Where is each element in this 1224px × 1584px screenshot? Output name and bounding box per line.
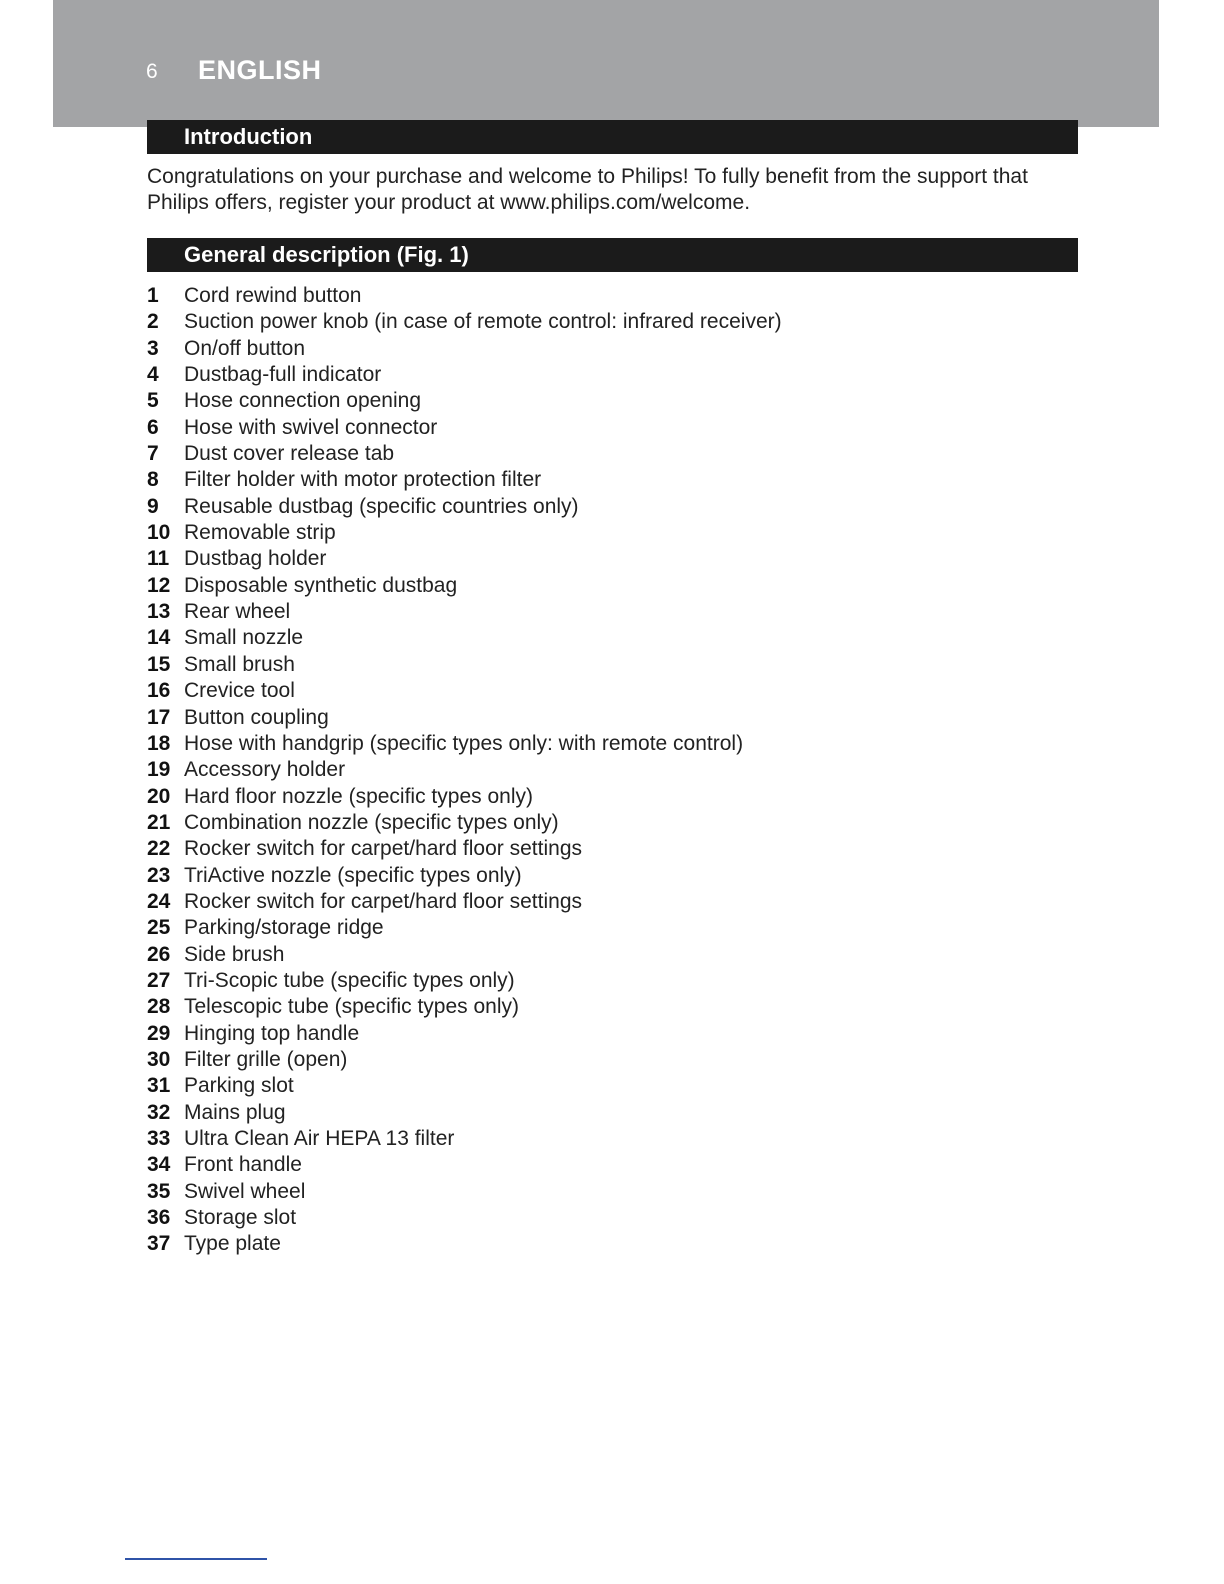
item-number: 26 <box>147 942 171 966</box>
list-item <box>147 1179 1078 1205</box>
list-item <box>147 494 1078 520</box>
item-label: Hard floor nozzle (specific types only) <box>184 784 533 808</box>
list-item <box>147 836 1078 862</box>
item-number: 15 <box>147 652 171 676</box>
list-item <box>147 968 1078 994</box>
item-label: Parking/storage ridge <box>184 916 384 940</box>
list-item <box>147 1152 1078 1178</box>
item-label: Reusable dustbag (specific countries only) <box>184 494 579 518</box>
footer-line <box>125 1558 267 1560</box>
list-item <box>147 573 1078 599</box>
item-label: Side brush <box>184 942 285 966</box>
item-number: 14 <box>147 626 171 650</box>
item-number: 4 <box>147 363 159 387</box>
introduction-heading: Introduction <box>147 120 1078 154</box>
item-label: Storage slot <box>184 1206 297 1230</box>
list-item <box>147 415 1078 441</box>
item-number: 17 <box>147 705 171 729</box>
introduction-text: Congratulations on your purchase and welcome to Philips! To fully benefit from the support that Philips offers, register your product at www.philips.com/welcome. <box>147 165 1028 214</box>
list-item <box>147 1073 1078 1099</box>
item-label: Crevice tool <box>184 679 295 703</box>
list-item <box>147 1021 1078 1047</box>
item-number: 24 <box>147 889 171 913</box>
page-number: 6 <box>146 60 158 83</box>
item-label: Cord rewind button <box>184 284 362 307</box>
item-label: Ultra Clean Air HEPA 13 filter <box>184 1127 455 1150</box>
list-item <box>147 994 1078 1020</box>
list-item <box>147 441 1078 467</box>
item-number: 32 <box>147 1100 171 1124</box>
list-item <box>147 731 1078 757</box>
item-number: 10 <box>147 521 171 545</box>
list-item <box>147 810 1078 836</box>
list-item <box>147 863 1078 889</box>
list-item <box>147 1205 1078 1231</box>
item-number: 35 <box>147 1179 171 1203</box>
item-label: Tri-Scopic tube (specific types only) <box>184 968 515 992</box>
item-number: 37 <box>147 1232 171 1256</box>
list-item <box>147 942 1078 968</box>
item-label: Dustbag holder <box>184 547 327 571</box>
item-number: 19 <box>147 758 171 782</box>
item-label: Filter holder with motor protection filter <box>184 468 542 492</box>
item-label: Filter grille (open) <box>184 1047 348 1071</box>
item-number: 21 <box>147 810 171 834</box>
item-label: Dust cover release tab <box>184 442 395 466</box>
item-number: 18 <box>147 731 171 755</box>
item-number: 30 <box>147 1047 171 1071</box>
item-number: 22 <box>147 837 171 861</box>
item-label: Removable strip <box>184 521 336 545</box>
list-item <box>147 283 1078 309</box>
list-item <box>147 520 1078 546</box>
item-label: Accessory holder <box>184 758 346 782</box>
list-item <box>147 1047 1078 1073</box>
item-number: 33 <box>147 1127 171 1150</box>
list-item <box>147 388 1078 414</box>
item-label: Button coupling <box>184 705 329 729</box>
list-item <box>147 757 1078 783</box>
list-item <box>147 889 1078 915</box>
item-number: 13 <box>147 600 171 624</box>
item-number: 7 <box>147 442 159 466</box>
item-label: Swivel wheel <box>184 1179 306 1203</box>
item-label: Hose with handgrip (specific types only: with remote control) <box>184 731 744 755</box>
list-item <box>147 1126 1078 1152</box>
item-number: 36 <box>147 1206 171 1230</box>
item-number: 29 <box>147 1021 171 1045</box>
item-label: Telescopic tube (specific types only) <box>184 995 519 1019</box>
list-item <box>147 336 1078 362</box>
item-label: Hose with swivel connector <box>184 415 438 439</box>
item-label: Small brush <box>184 652 295 676</box>
general-description-heading: General description (Fig. 1) <box>147 238 1078 272</box>
item-label: Type plate <box>184 1232 281 1256</box>
list-item <box>147 1100 1078 1126</box>
item-label: Hinging top handle <box>184 1021 360 1045</box>
language-heading: ENGLISH <box>198 55 322 85</box>
item-number: 27 <box>147 968 171 992</box>
list-item <box>147 625 1078 651</box>
list-item <box>147 1231 1078 1257</box>
item-number: 1 <box>147 284 159 307</box>
item-label: Front handle <box>184 1153 302 1177</box>
item-label: Disposable synthetic dustbag <box>184 573 458 597</box>
list-item <box>147 546 1078 572</box>
item-number: 23 <box>147 863 171 887</box>
list-item <box>147 652 1078 678</box>
item-number: 3 <box>147 336 159 360</box>
item-number: 2 <box>147 310 159 334</box>
item-label: Parking slot <box>184 1074 294 1098</box>
item-number: 8 <box>147 468 159 492</box>
item-label: Mains plug <box>184 1100 286 1124</box>
item-label: Dustbag-full indicator <box>184 363 382 387</box>
list-item <box>147 784 1078 810</box>
item-number: 5 <box>147 389 159 413</box>
item-number: 11 <box>147 547 170 571</box>
item-number: 25 <box>147 916 171 940</box>
list-item <box>147 362 1078 388</box>
item-number: 28 <box>147 995 171 1019</box>
list-item <box>147 705 1078 731</box>
item-number: 9 <box>147 494 159 518</box>
item-number: 16 <box>147 679 171 703</box>
item-number: 6 <box>147 415 159 439</box>
item-number: 12 <box>147 573 171 597</box>
item-label: Small nozzle <box>184 626 304 650</box>
item-label: Rocker switch for carpet/hard floor settings <box>184 889 582 913</box>
item-number: 20 <box>147 784 171 808</box>
item-label: Hose connection opening <box>184 389 422 413</box>
item-label: On/off button <box>184 336 306 360</box>
list-item <box>147 678 1078 704</box>
list-item <box>147 915 1078 941</box>
item-label: TriActive nozzle (specific types only) <box>184 863 522 887</box>
item-label: Rocker switch for carpet/hard floor settings <box>184 837 582 861</box>
item-label: Suction power knob (in case of remote control: infrared receiver) <box>184 310 782 334</box>
item-number: 34 <box>147 1153 171 1177</box>
item-number: 31 <box>147 1074 171 1098</box>
parts-list <box>147 283 1078 1258</box>
list-item <box>147 467 1078 493</box>
list-item <box>147 309 1078 335</box>
item-label: Combination nozzle (specific types only) <box>184 810 559 834</box>
list-item <box>147 599 1078 625</box>
item-label: Rear wheel <box>184 600 291 624</box>
